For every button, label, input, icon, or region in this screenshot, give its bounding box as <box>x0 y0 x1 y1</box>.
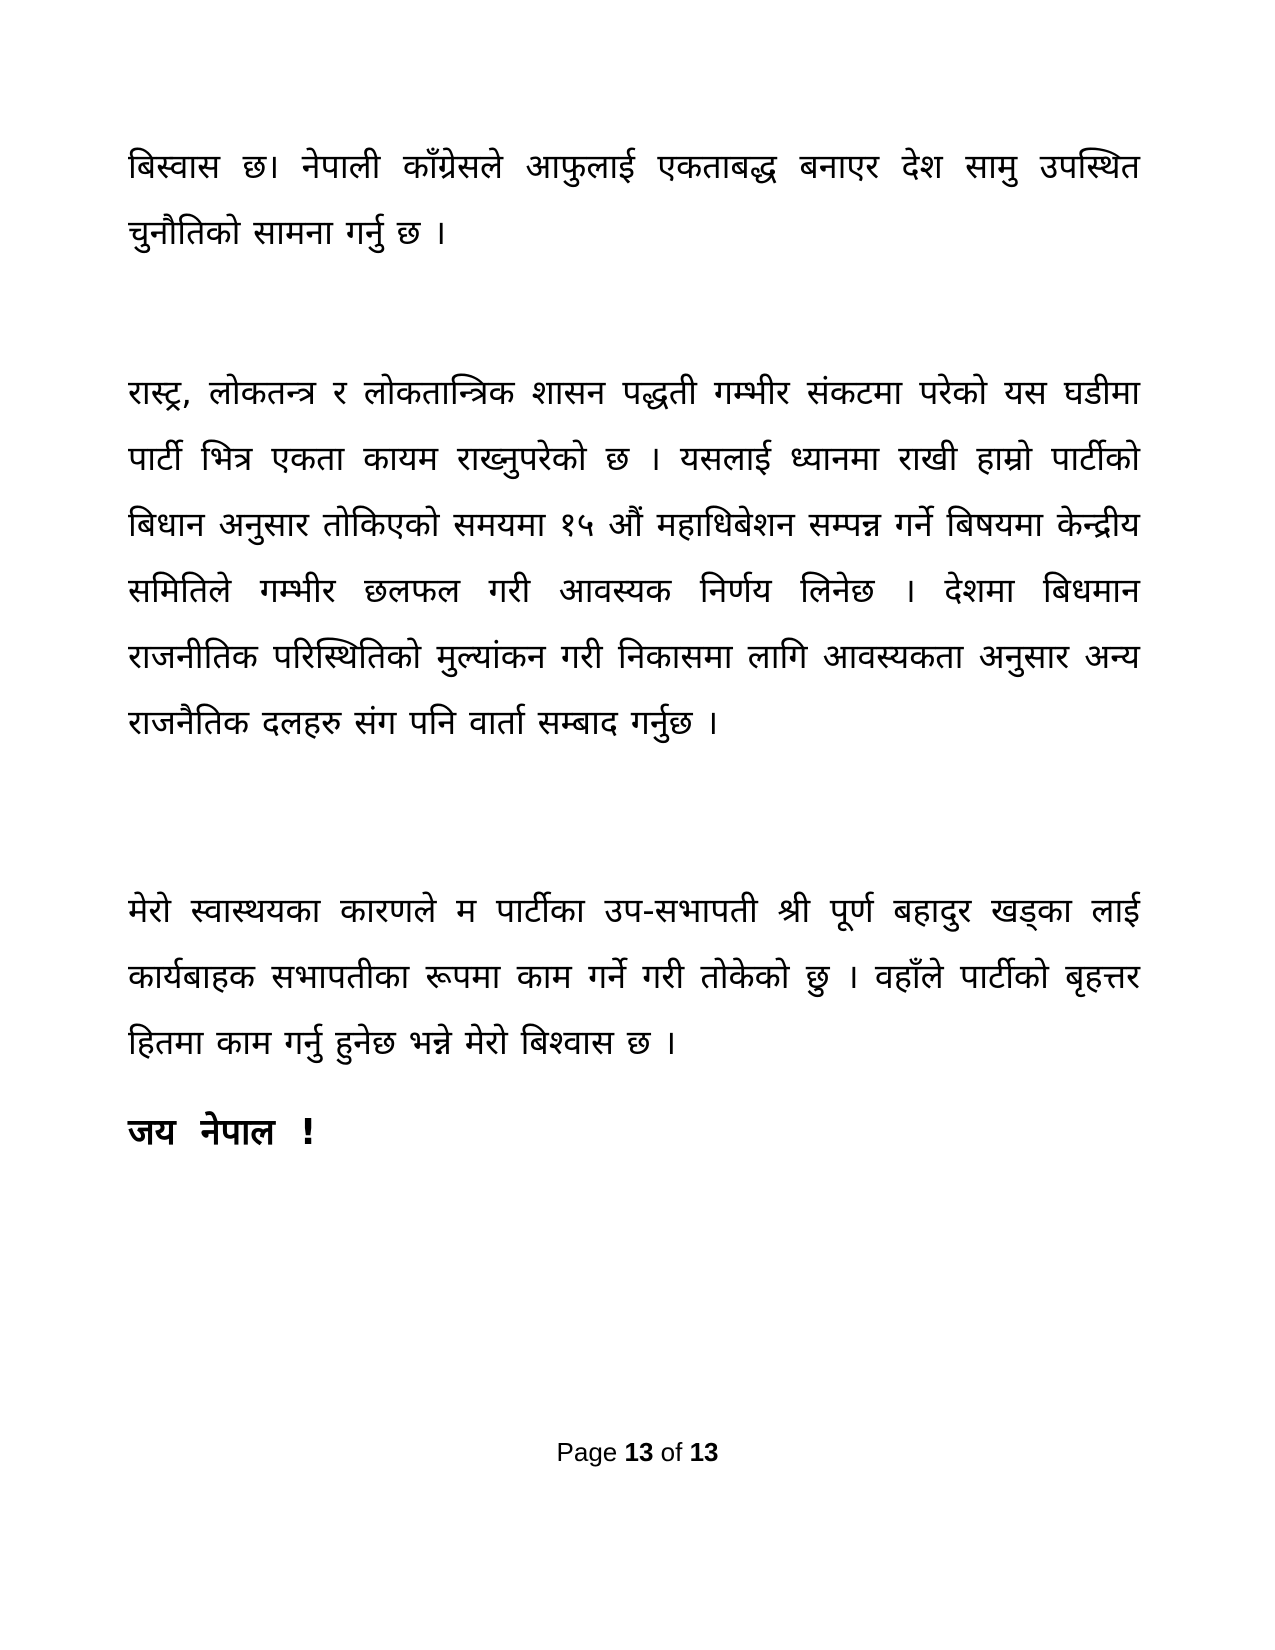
paragraph-acting-president: मेरो स्वास्थयका कारणले म पार्टीका उप-सभापती श्री पूर्ण बहादुर खड्का लाई कार्यबाहक सभापतीका रूपमा काम गर्ने गरी तोकेको छु । वहाँले पार्टीको बृहत्तर हितमा काम गर्नु हुनेछ भन्ने मेरो बिश्वास छ । <box>128 891 1140 1063</box>
paragraph-unity: बिस्वास छ। नेपाली काँग्रेसले आफुलाई एकताबद्ध बनाएर देश सामु उपस्थित चुनौतिको सामना गर्नु छ । <box>128 147 1140 253</box>
paragraph-convention: रास्ट्र, लोकतन्त्र र लोकतान्त्रिक शासन पद्धती गम्भीर संकटमा परेको यस घडीमा पार्टी भित्र एकता कायम राख्नुपरेको छ । यसलाई ध्यानमा राखी हाम्रो पार्टीको बिधान अनुसार तोकिएको समयमा १५ औं महाधिबेशन सम्पन्न गर्ने बिषयमा केन्द्रीय समितिले गम्भीर छलफल गरी आवस्यक निर्णय लिनेछ । देशमा बिधमान राजनीतिक परिस्थितिको मुल्यांकन गरी निकासमा लागि आवस्यकता अनुसार अन्य राजनैतिक दलहरु संग पनि वार्ता सम्बाद गर्नुछ । <box>128 373 1140 743</box>
page-label: Page <box>556 1437 618 1467</box>
total-pages-number: 13 <box>689 1437 719 1467</box>
page-of-label: of <box>660 1437 683 1467</box>
closing-salutation: जय नेपाल ! <box>128 1112 317 1153</box>
current-page-number: 13 <box>624 1437 654 1467</box>
page-footer <box>0 1432 1275 1472</box>
